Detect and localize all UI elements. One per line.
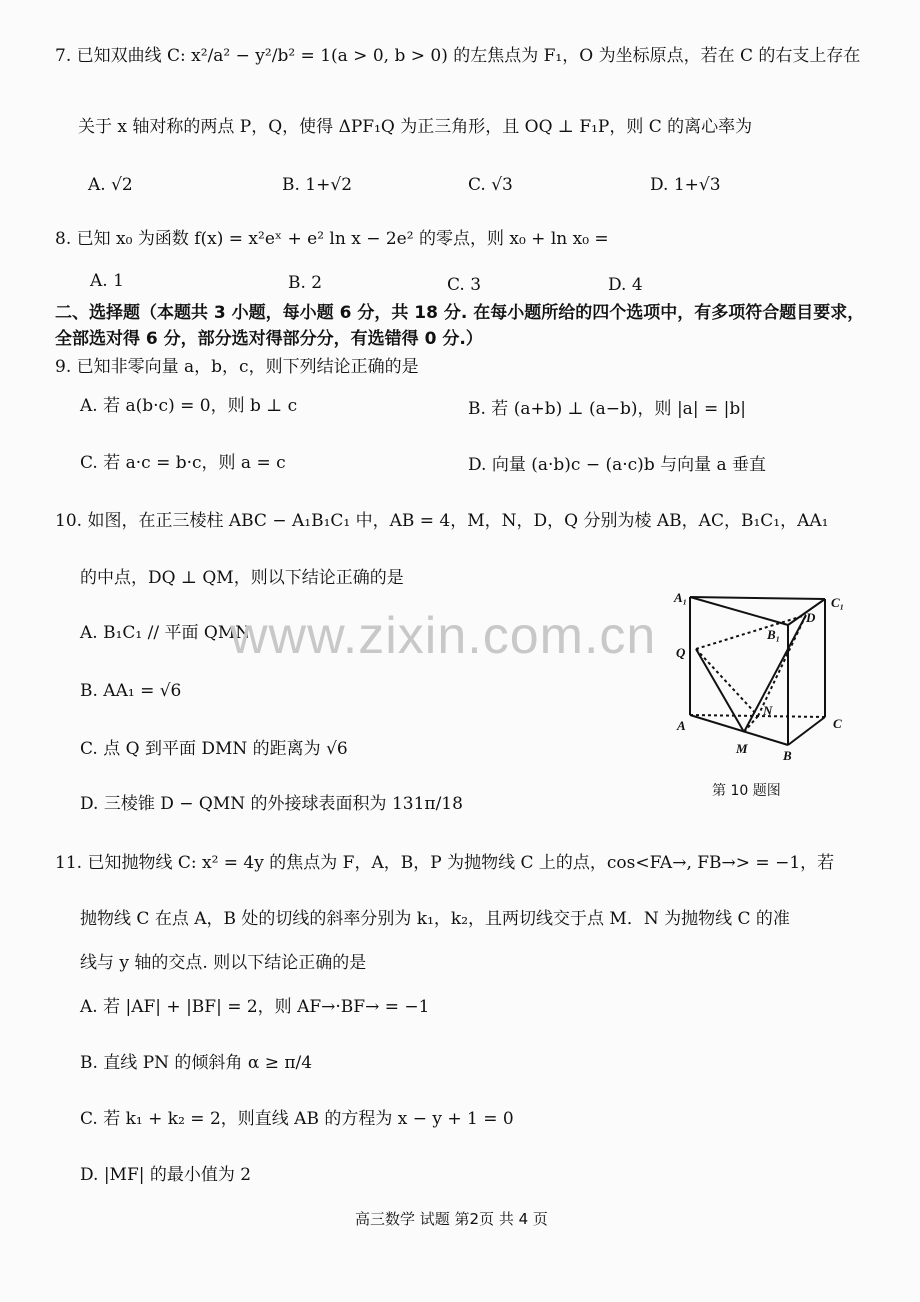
- label-b: B: [783, 748, 792, 763]
- q10-option-b: B. AA₁ = √6: [80, 681, 182, 701]
- q7-stem-line1: 7. 已知双曲线 C: x²/a² − y²/b² = 1(a > 0, b > 0) 的左焦点为 F₁，O 为坐标原点，若在 C 的右支上存在: [55, 46, 861, 66]
- label-n: N: [763, 703, 773, 718]
- edge-q-n-hidden: [696, 649, 758, 716]
- q7-option-b: B. 1+√2: [282, 175, 353, 195]
- label-q: Q: [676, 645, 686, 660]
- page-footer: 高三数学 试题 第2页 共 4 页: [355, 1210, 548, 1228]
- q9-option-b: B. 若 (a+b) ⊥ (a−b)，则 |a| = |b|: [468, 399, 746, 419]
- q10-stem-line2: 的中点，DQ ⊥ QM，则以下结论正确的是: [80, 568, 404, 588]
- q10-figure-caption: 第 10 题图: [712, 783, 781, 799]
- q11-option-d: D. |MF| 的最小值为 2: [80, 1165, 252, 1185]
- q11-stem-line1: 11. 已知抛物线 C: x² = 4y 的焦点为 F，A，B，P 为抛物线 C 上的点，cos<FA→, FB→> = −1，若: [55, 853, 835, 873]
- q10-stem-line1: 10. 如图，在正三棱柱 ABC − A₁B₁C₁ 中，AB = 4，M，N，D，Q 分别为棱 AB，AC，B₁C₁，AA₁: [55, 511, 829, 531]
- q11-option-a: A. 若 |AF| + |BF| = 2，则 AF→·BF→ = −1: [80, 997, 430, 1017]
- label-c1: C₁: [831, 595, 845, 610]
- q7-option-d: D. 1+√3: [650, 175, 721, 195]
- q7-stem-line2: 关于 x 轴对称的两点 P，Q，使得 ΔPF₁Q 为正三角形，且 OQ ⊥ F₁P，则 C 的离心率为: [78, 117, 753, 137]
- q9-option-a: A. 若 a(b·c) = 0，则 b ⊥ c: [80, 396, 298, 416]
- label-a: A: [677, 718, 686, 733]
- edge-a1-c1: [690, 597, 825, 599]
- q11-option-b: B. 直线 PN 的倾斜角 α ≥ π/4: [80, 1053, 313, 1073]
- q10-option-c: C. 点 Q 到平面 DMN 的距离为 √6: [80, 739, 348, 759]
- section-2-heading: 二、选择题（本题共 3 小题，每小题 6 分，共 18 分. 在每小题所给的四个选项中，有多项符合题目要求，全部选对得 6 分，部分选对得部分分，有选错得 0 分.）: [55, 303, 865, 349]
- q9-stem: 9. 已知非零向量 a，b，c，则下列结论正确的是: [55, 357, 419, 377]
- q10-option-a: A. B₁C₁ // 平面 QMN: [80, 623, 251, 643]
- q8-stem: 8. 已知 x₀ 为函数 f(x) = x²eˣ + e² ln x − 2e² 的零点，则 x₀ + ln x₀ =: [55, 229, 609, 249]
- q9-option-d: D. 向量 (a·b)c − (a·c)b 与向量 a 垂直: [468, 455, 767, 475]
- label-a1: A₁: [674, 590, 688, 605]
- label-d: D: [806, 610, 816, 625]
- label-m: M: [736, 741, 748, 756]
- watermark: www.zixin.com.cn: [230, 607, 657, 665]
- edge-b-c: [788, 717, 825, 745]
- q11-option-c: C. 若 k₁ + k₂ = 2，则直线 AB 的方程为 x − y + 1 = 0: [80, 1109, 514, 1129]
- q10-option-d: D. 三棱锥 D − QMN 的外接球表面积为 131π/18: [80, 794, 463, 814]
- edge-q-d-hidden: [696, 615, 806, 649]
- q10-prism-figure: [660, 585, 860, 770]
- edge-a1-b1: [690, 597, 788, 625]
- q7-option-c: C. √3: [468, 175, 513, 195]
- label-b1: B₁: [767, 627, 781, 642]
- q11-stem-line2: 抛物线 C 在点 A，B 处的切线的斜率分别为 k₁，k₂，且两切线交于点 M．N 为抛物线 C 的准: [80, 909, 790, 929]
- q8-option-b: B. 2: [288, 273, 323, 293]
- q7-option-a: A. √2: [88, 175, 133, 195]
- q11-stem-line3: 线与 y 轴的交点. 则以下结论正确的是: [80, 953, 367, 973]
- label-c: C: [833, 716, 842, 731]
- q8-option-a: A. 1: [90, 271, 124, 291]
- q8-option-c: C. 3: [447, 275, 482, 295]
- q9-option-c: C. 若 a·c = b·c，则 a = c: [80, 453, 286, 473]
- q8-option-d: D. 4: [608, 275, 643, 295]
